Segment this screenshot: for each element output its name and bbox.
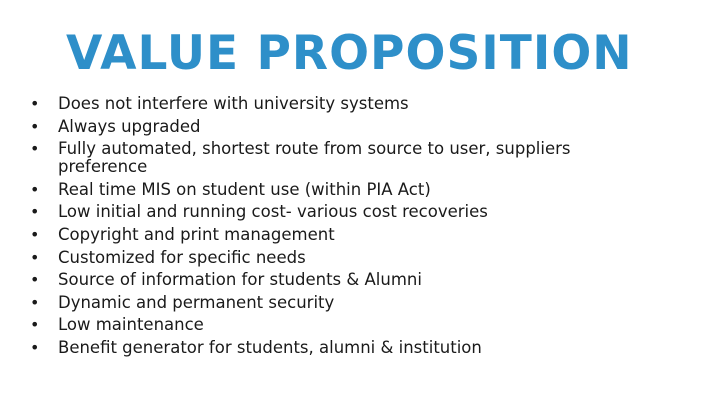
bullet-point-icon: • — [30, 139, 40, 159]
bullet-text: Does not interfere with university systems — [58, 94, 409, 113]
bullet-point-icon: • — [30, 179, 40, 199]
bullet-point-icon: • — [30, 224, 40, 244]
bullet-text: Dynamic and permanent security — [58, 292, 335, 312]
bullet-point-icon: • — [30, 270, 40, 290]
bullet-item — [30, 203, 650, 221]
bullet-point-icon: • — [30, 315, 40, 335]
bullet-text: Source of information for students & Alumni — [58, 270, 422, 290]
bullet-point-icon: • — [30, 116, 40, 136]
bullet-item — [30, 316, 650, 334]
bullet-list — [30, 95, 650, 362]
bullet-point-icon: • — [30, 202, 40, 222]
bullet-item — [30, 271, 650, 289]
bullet-text: Always upgraded — [58, 116, 201, 136]
bullet-point-icon: • — [30, 292, 40, 312]
bullet-text: Low initial and running cost- various cost recoveries — [58, 202, 488, 222]
bullet-point-icon: • — [30, 337, 40, 357]
slide-title: VALUE PROPOSITION — [66, 26, 633, 81]
bullet-item — [30, 140, 650, 176]
bullet-item — [30, 118, 650, 136]
bullet-text: Real time MIS on student use (within PIA Act) — [58, 179, 431, 199]
bullet-item — [30, 294, 650, 312]
bullet-item — [30, 226, 650, 244]
bullet-text: Customized for specific needs — [58, 247, 306, 267]
bullet-item — [30, 249, 650, 267]
bullet-point-icon: • — [30, 247, 40, 267]
bullet-text: Benefit generator for students, alumni & institution — [58, 337, 482, 357]
bullet-point-icon: • — [30, 94, 40, 113]
bullet-text: Low maintenance — [58, 315, 204, 335]
bullet-item — [30, 95, 650, 113]
bullet-item — [30, 181, 650, 199]
bullet-text: Copyright and print management — [58, 224, 335, 244]
bullet-text: Fully automated, shortest route from source to user, suppliers preference — [58, 139, 571, 177]
bullet-item — [30, 339, 650, 357]
